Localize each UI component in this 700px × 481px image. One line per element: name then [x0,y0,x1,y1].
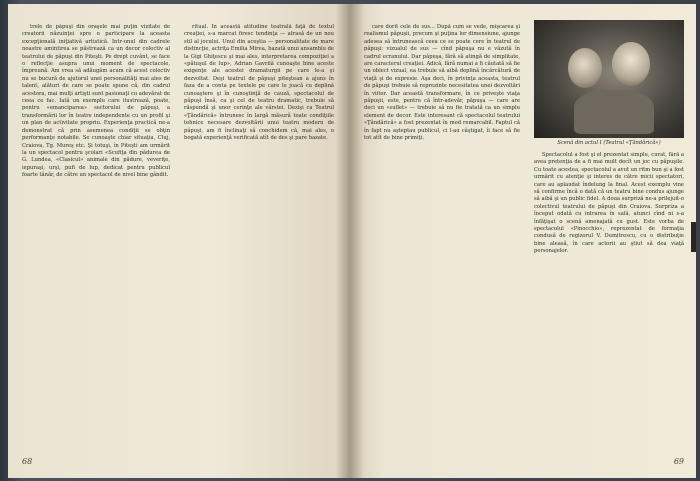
puppet-scene-photo [534,20,684,138]
right-column-1-text: care dorit cele de sus... După cum se vede, mişcarea şi realismul păpuşii, precum şi puţina lor dimensiune, ajunge adesea să întrunească ceea ce se poate cere în teatrul de păpuşi: vizualul de sus — cînd păpuşa nu e văzută în cadrul ecranului. Dar păpuşa, fără să atingă de simplitate, are caracterul creaţiei. Adică, fără numai a fi căutată să fie un obiect vizual, ea trebuie să aibă deplină încărcătură de viaţă şi de expresie. Aşa deci, în privinţa aceasta, teatrul de păpuşi trebuie să reprezinte necesitatea unei dezvoltări în viitor. Dar această transformare, în ce priveşte viaţa păpuşii, este, pentru că într-adevăr, păpuşa — care are deci un «suflet» — trebuie să nu fie tratată ca un simplu element de decor. Este interesant că spectacolul teatrului «Ţăndărică» a fost prezentat în mod remarcabil. Faptul că în fapt nu aşteptau publicul, ci l-au câştigat, îi face să fie tot atît de bine primiţi. [364,24,520,142]
right-page [350,4,696,478]
left-page-number: 68 [22,457,33,466]
puppet-body-shadow [574,90,654,134]
left-page-column-1 [22,24,170,444]
right-page-column-2 [534,152,684,444]
left-column-2-text: ritual. In această atitudine teatrală faţă de textul creaţiei, s-a marcat firesc tendinţa — atrasă de un nou stil al jocului. Unul din aceştia — personalitate de mare distincţie, actriţa Emilia Mirea, bazată unui ansamblu de la Gigi Ghiţescu şi mai ales, interpretarea compoziţiei a «pătuşul de lup», Adrian Gavrilă cunoaşte bine aceste exigenţe ale acestei dramaturgii pe care le-a şi dezvoltat. Deşi teatrul de păpuşi piteştean a ajuns în faza de a conta pe textele pe care le joacă cu deplină cunoaştere şi în cunoştinţă de cauză, spectacolul de păpuşi însă, ca şi cel de teatru dramatic, trebuie să răspundă şi unor cerinţe ale vârstei. Dezişi ca Teatrul «Ţăndărică» întrunesc în largă măsură toate condiţiile tehnice necesare dezvoltării unui teatru modern de păpuşi, am fi înclinaţi să conchidem că, mai ales, o bogată experienţă verificată atît de des şi pare bazate. [184,24,334,142]
left-column-1-text: trele de păpuşi din oraşele mai puţin vizitate de creatorii năzuinţei spre o participare la aceasta excepţională iniţiativă artistică. Intr-unul din cadrele noastre amintirea se păstrează ca un decor colectiv al teatrului de păpuşi din Piteşti. Pe drept cuvânt, se face o reflecţie asupra unui moment de spectacole, împreună. Am vrea să adăugăm acum că acest colectiv nu se bucură de ajutorul unei personalităţi mai ales de talent, alături de care se poate spune că, din cadrul acestora, mai mulţi artişti sunt pasionaţi cu adevărat de ceea ce fac. Iată un exemplu care ilustrează, poate, pentru «emanciparea» sectorului de păpuşi, a transformării lor în teatre independente cu un profil şi un plan de activitate propriu. Experienţa practică ne-a demonstrat că prin asemenea condiţii se obţin performanţe notabile. Se cunoaşte chiar situaţia, Cluj, Craiova, Tg. Mureş etc. Şi totuşi, în Piteşti am urmărit la un spectacol pentru şcolari «Scufiţa din pădurea de G. Lundea, «Clasicul» animale din pădure, veveriţe, iepuraşi, urşi, pufi de lup, dedicat pentru publicul foarte tânăr, de către un spectacol de nivel bine gândit. [22,24,170,179]
right-column-2-text: Spectacolul a fost şi el prezentat simplu, curat, fără a avea pretenţia de a fi mai mult decît un joc cu păpuşile. Cu toate acestea, spectacolul a avut un ritm bun şi a fost urmărit cu atenţie şi interes de către micii spectatori, care au aplaudat îndelung la final. Acest exemplu vine să confirme încă o dată că un teatru bine condus ajunge să aibă şi un public fidel. A doua surpriză ne-a prilejuit-o colectivul teatrului de păpuşi din Craiova. Surpriza a început odată cu intrarea în sală, atunci cînd ni s-a înfăţişat o scenă amenajată cu gust. Este vorba de spectacolul «Pinocchio», reprezentat de formaţia condusă de regizorul V. Dumitrescu, cu o distribuţie bine aleasă, în care actorii au ştiut să dea viaţă personajelor. [534,152,684,255]
puppet-figure-left [568,48,602,88]
photo-caption: Scenă din actul I (Teatrul «Ţăndărică») [557,140,661,146]
right-page-column-1 [364,24,520,444]
right-page-number: 69 [673,457,684,466]
left-page [8,4,350,478]
page-edge-tab [691,222,696,252]
left-page-column-2 [184,24,334,444]
puppet-figure-right [612,42,650,86]
